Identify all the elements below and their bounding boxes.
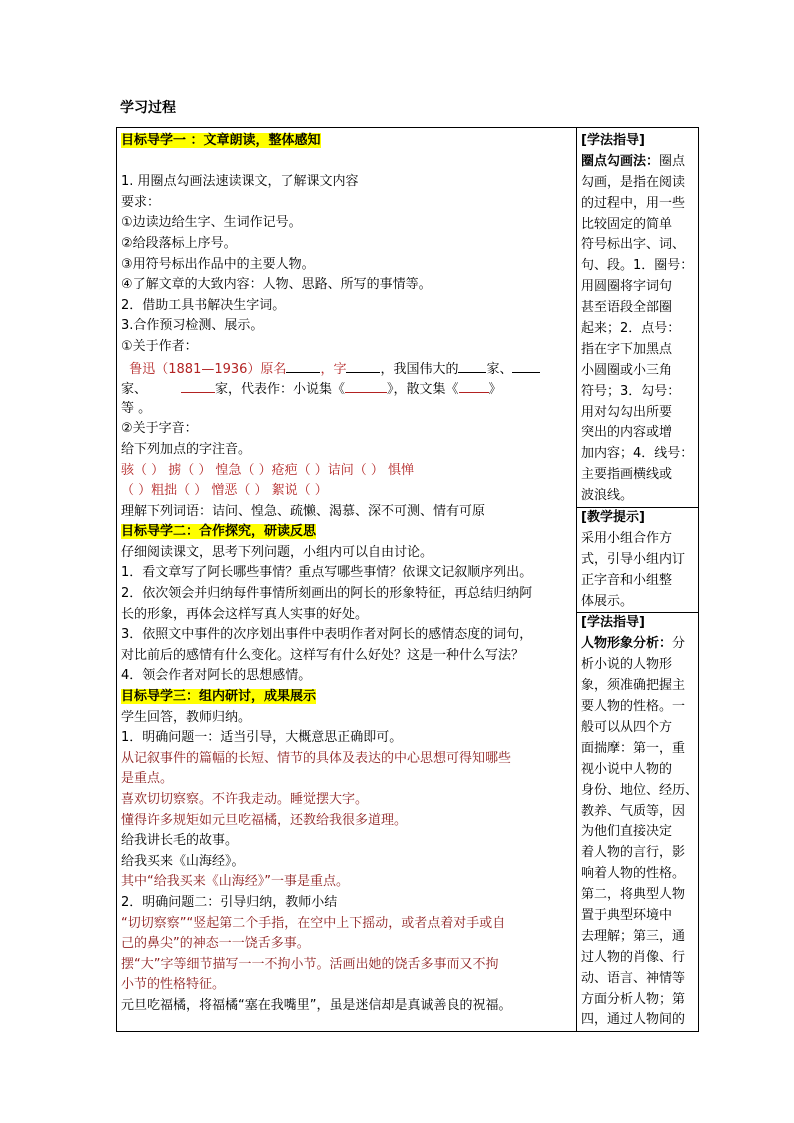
page-title: 学习过程 [120,100,176,116]
req-2: ②给段落标上序号。 [121,235,237,251]
guide-line: 视小说中人物的 [581,761,673,777]
lesson-content-cell [117,128,577,1032]
req-4: ④了解文章的大致内容：人物、思路、所写的事情等。 [121,277,432,293]
guide-line: 采用小组合作方 [581,530,673,546]
vocab-line: 理解下列词语：诘问、惶急、疏懒、渴慕、深不可测、情有可原 [121,503,486,519]
guide-line: 句、段。1．圈号： [581,258,694,274]
char-instruction: 给下列加点的字注音。 [121,441,252,457]
event-1: 喜欢切切察察。不许我走动。睡觉摆大字。 [121,792,369,807]
guide-line: 正字音和小组整 [581,572,673,588]
guide-line: 人物形象分析：分 [581,636,686,652]
question-1: 1．看文章写了阿长哪些事情？重点写哪些事情？依课文记叙顺序列出。 [121,565,533,581]
guide-line: 勾画，是指在阅读 [581,174,686,190]
guide-line: 式，引导小组内订 [581,551,686,567]
guide-line: 析小说的人物形 [581,657,673,673]
goal3-intro: 学生回答，教师归纳。 [121,709,252,725]
guide-line: 身份、地位、经历、 [581,782,699,798]
guide-line: 为他们直接决定 [581,824,673,840]
answer-1c: 是重点。 [121,771,174,787]
guide-line: 方面分析人物；第 [581,991,686,1007]
answer-1: 1．明确问题一：适当引导，大概意思正确即可。 [121,730,403,746]
answer-2c: 己的鼻尖”的神态一一饶舌多事。 [121,936,310,952]
answer-2e: 小节的性格特征。 [121,977,226,993]
answer-2d: 摆“大”字等细节描写一一不拘小节。活画出她的饶舌多事而又不拘 [121,956,499,972]
guide-line: 面揣摩：第一，重 [581,740,686,756]
req-1: ①边读边给生字、生词作记号。 [121,215,302,231]
guide-heading-2: [教学提示] [577,507,698,529]
guide-line: 般可以从四个方 [581,719,673,735]
guide-line: 过人物的肖像、行 [581,949,686,965]
guide-heading-1: [学法指导] [581,133,645,148]
author-question: ①关于作者： [121,338,198,354]
guide-line: 置于典型环境中 [581,907,673,923]
pinyin-line-2: （ ）粗拙（ ） 憎恶（ ） 絮说（ ） [121,483,328,499]
req-3: ③用符号标出作品中的主要人物。 [121,256,315,272]
guide-line: 比较固定的简单 [581,216,673,232]
guide-line: 第二，将典型人物 [581,887,686,903]
answer-2f: 元旦吃福橘，将福橘“塞在我嘴里”，虽是迷信却是真诚善良的祝福。 [121,997,512,1013]
guide-text-1 [577,152,698,507]
guide-line: 动、语言、神情等 [581,970,686,986]
event-4: 给我买来《山海经》。 [121,853,245,869]
answer-1b: 从记叙事件的篇幅的长短、情节的具体及表达的中心思想可得知哪些 [121,750,512,766]
guide-sidebar-cell [577,128,699,1032]
guide-line: 的过程中，用一些 [581,195,686,211]
question-3a: 3．依照文中事件的次序划出事件中表明作者对阿长的感情态度的词句， [121,627,533,643]
guide-line: 主要指画横线或 [581,467,673,483]
guide-line: 用圆圈将字词句 [581,279,673,295]
answer-2b: “切切察察”“竖起第二个手指，在空中上下摇动，或者点着对手或自 [121,915,506,931]
answer-2: 2．明确问题二：引导归纳，教师小结 [121,894,338,910]
question-4: 4．领会作者对阿长的思想感情。 [121,668,312,684]
goal3-heading: 目标导学三：组内研讨，成果展示 [121,689,317,705]
char-question: ②关于字音： [121,421,198,437]
guide-line: 小圆圈或小三角 [581,362,673,378]
guide-heading-3: [学法指导] [577,612,698,634]
guide-line: 象，须准确把握主 [581,678,686,694]
guide-line: 体展示。 [581,593,634,609]
step2: 2．借助工具书解决生字词。 [121,297,286,313]
author-line-2: 家、 家，代表作：小说集《 》，散文集《 》 [117,378,576,399]
guide-line: 去理解；第三，通 [581,928,686,944]
step1: 1. 用圈点勾画法速读课文，了解课文内容 [121,174,359,190]
goal2-heading: 目标导学二：合作探究，研读反思 [121,524,317,540]
author-line-3: 等 。 [121,400,152,416]
guide-text-3 [577,634,698,1031]
guide-line: 甚至语段全部圈 [581,300,673,316]
author-line-1: 鲁迅（1881—1936）原名 ，字 ，我国伟大的 家、 [117,358,576,379]
goal1-heading: 目标导学一 ：文章朗读，整体感知 [121,133,321,148]
question-2a: 2．依次领会并归纳每件事情所刻画出的阿长的形象特征，再总结归纳阿 [121,586,533,602]
guide-line: 加内容；4．线号： [581,446,694,462]
guide-line: 用对勾勾出所要 [581,404,673,420]
guide-line: 响着人物的性格。 [581,866,686,882]
question-3b: 对比前后的感情有什么变化。这样写有什么好处？这是一种什么写法？ [121,647,525,663]
step3: 3.合作预习检测、展示。 [121,318,264,334]
guide-line: 要人物的性格。一 [581,699,686,715]
guide-line: 突出的内容或增 [581,425,673,441]
guide-line: 起来；2．点号： [581,321,681,337]
requirements-label: 要求： [121,194,161,210]
guide-line: 教养、气质等，因 [581,803,686,819]
question-2b: 长的形象，再体会这样写真人实事的好处。 [121,606,369,622]
goal2-intro: 仔细阅读课文，思考下列问题，小组内可以自由讨论。 [121,544,434,560]
guide-line: 符号；3．勾号： [581,383,681,399]
guide-text-2 [577,529,698,613]
guide-line: 四，通过人物间的 [581,1012,686,1028]
event-5: 其中“给我买来《山海经》”一事是重点。 [121,874,349,890]
guide-line: 着人物的言行，影 [581,845,686,861]
guide-line: 指在字下加黑点 [581,341,673,357]
event-3: 给我讲长毛的故事。 [121,833,239,849]
event-2: 懂得许多规矩如元旦吃福橘，还教给我很多道理。 [121,812,408,828]
guide-line: 波浪线。 [581,488,634,504]
lesson-table [116,127,699,1032]
pinyin-line-1: 骇（ ） 掳（ ） 惶急（ ）疮疤（ ）诘问（ ） 惧惮 [121,462,415,478]
guide-line: 圈点勾画法：圈点 [581,153,686,169]
guide-line: 符号标出字、词、 [581,237,686,253]
